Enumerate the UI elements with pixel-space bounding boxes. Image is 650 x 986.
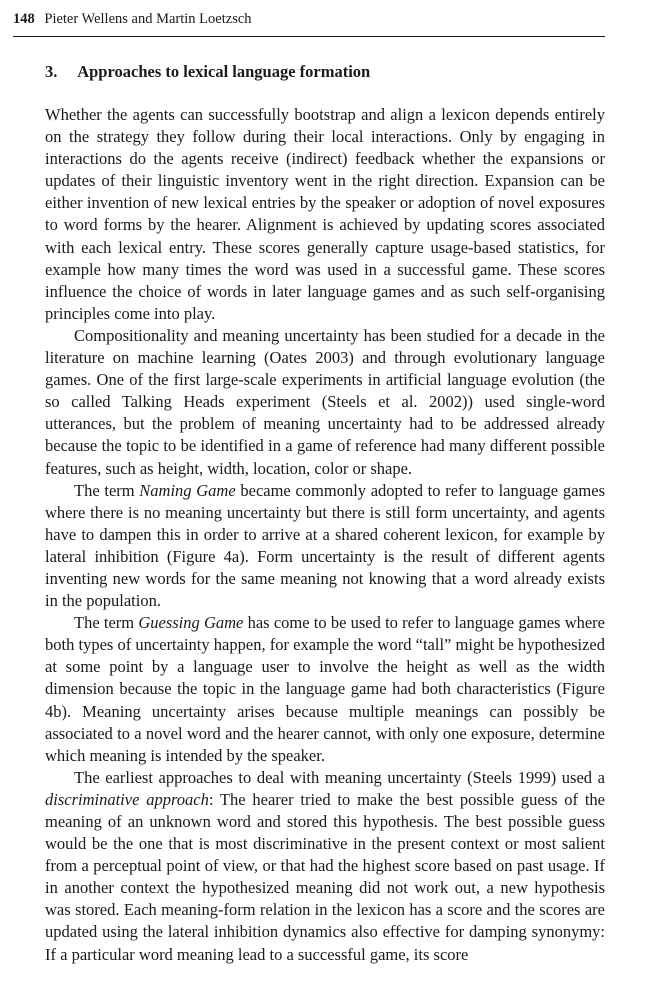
paragraph-3 [45,480,605,613]
term-guessing-game: Guessing Game [138,613,244,633]
paragraph-4-lead: The term [74,613,139,633]
running-head-authors: Pieter Wellens and Martin Loetzsch [44,11,252,27]
paragraph-4-rest: has come to be used to refer to language games where both types of uncertainty happen, for example the word “tall” might be hypothesized at some point by a language user to involve the height as well as the width dimension because the topic in the language game had both characteristics (Figure 4b). Meaning uncertainty arises because multiple meanings can possibly be associated to a novel word and the hearer cannot, with only one exposure, determine which meaning is intended by the speaker. [45,613,606,765]
section-title: Approaches to lexical language formation [77,62,371,81]
paragraph-3-rest: became commonly adopted to refer to language games where there is no meaning uncertainty but there is still form uncertainty, and agents have to dampen this in order to arrive at a shared coherent lexicon, for example by lateral inhibition (Figure 4a). Form uncertainty is the result of different agents inventing new words for the same meaning not knowing that a word already exists in the population. [45,480,605,611]
term-discriminative-approach: discriminative approach [45,789,209,809]
term-naming-game: Naming Game [139,480,236,500]
paragraph-1: Whether the agents can successfully bootstrap and align a lexicon depends entirely on the strategy they follow during their local interactions. Only by engaging in interactions do the agents receive (indirect) feedback whether the expansions or updates of their linguistic inventory went in the right direction. Expansion can be either invention of new lexical entries by the speaker or adoption of novel exposures to word forms by the hearer. Alignment is achieved by updating scores associated with each lexical entry. These scores generally capture usage-based statistics, for example how many times the word was used in a successful game. These scores influence the choice of words in later language games and as such self-organising principles come into play. [45,105,605,323]
paragraph-5 [45,767,605,966]
paragraph-3-lead: The term [74,480,140,500]
paragraph-4 [45,612,605,767]
body-text [45,104,605,966]
paragraph-5-lead: The earliest approaches to deal with meaning uncertainty (Steels 1999) used a [74,767,605,787]
page-number: 148 [13,11,35,27]
section-number: 3. [45,62,58,81]
paragraph-5-rest: : The hearer tried to make the best possible guess of the meaning of an unknown word and stored this hypothesis. The best possible guess would be the one that is most discriminative in the present context or most salient from a perceptual point of view, or that had the highest score based on past usage. If in another context the hypothesized meaning did not work out, a new hypothesis was stored. Each meaning-form relation in the lexicon has a score and the scores are updated using the lateral inhibition dynamics also effective for damping synonymy: If a particular word meaning lead to a successful game, its score [45,789,605,964]
running-head [13,9,605,37]
paragraph-2: Compositionality and meaning uncertainty has been studied for a decade in the literature on machine learning (Oates 2003) and through evolutionary language games. One of the first large-scale experiments in artificial language evolution (the so called Talking Heads experiment (Steels et al. 2002)) used single-word utterances, but the problem of meaning uncertainty had to be addressed already because the topic to be identified in a game of reference had many different possible features, such as height, width, location, color or shape. [45,325,605,478]
section-heading [45,61,370,83]
